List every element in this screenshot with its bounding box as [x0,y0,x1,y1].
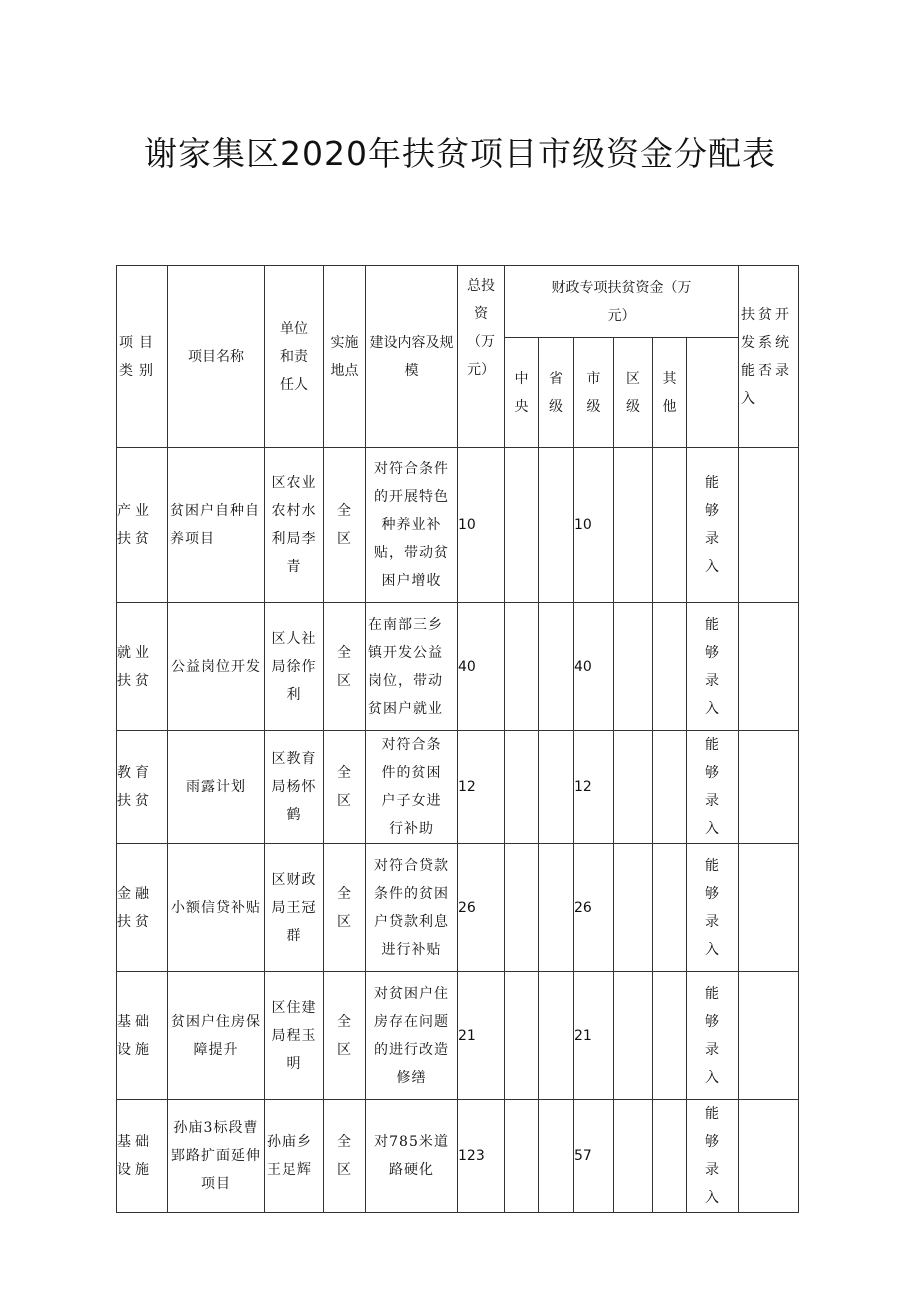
cell-unit: 区人社局徐作利 [265,603,324,731]
cell-province [539,844,574,972]
cell-category: 就业扶贫 [117,603,168,731]
cell-district [614,844,653,972]
cell-province [539,603,574,731]
cell-content: 对符合贷款条件的贫困户贷款利息进行补贴 [366,844,458,972]
header-total: 总投资（万元） [458,266,505,448]
cell-remark [739,972,799,1100]
header-other: 其他 [653,338,687,448]
cell-total: 123 [458,1100,505,1213]
header-district: 区级 [614,338,653,448]
cell-remark [739,844,799,972]
cell-remark [739,731,799,844]
cell-system: 能够录入 [687,1100,739,1213]
cell-central [505,972,539,1100]
table-row [117,603,799,731]
cell-name: 公益岗位开发 [168,603,265,731]
cell-name: 雨露计划 [168,731,265,844]
table-row [117,731,799,844]
cell-district [614,448,653,603]
cell-central [505,448,539,603]
table-row [117,972,799,1100]
cell-name: 孙庙3标段曹郢路扩面延伸项目 [168,1100,265,1213]
cell-district [614,731,653,844]
cell-other [653,448,687,603]
header-city: 市级 [574,338,614,448]
cell-province [539,1100,574,1213]
cell-system: 能够录入 [687,603,739,731]
cell-location: 全区 [324,603,366,731]
cell-remark [739,603,799,731]
cell-city: 40 [574,603,614,731]
cell-unit: 区财政局王冠群 [265,844,324,972]
allocation-table [116,265,799,1213]
cell-city: 26 [574,844,614,972]
cell-district [614,1100,653,1213]
header-category: 项目类别 [117,266,168,448]
cell-location: 全区 [324,972,366,1100]
cell-province [539,972,574,1100]
cell-category: 产业扶贫 [117,448,168,603]
cell-system: 能够录入 [687,972,739,1100]
page-title: 谢家集区2020年扶贫项目市级资金分配表 [144,134,776,173]
cell-city: 12 [574,731,614,844]
cell-unit: 区住建局程玉明 [265,972,324,1100]
cell-remark [739,1100,799,1213]
cell-other [653,972,687,1100]
cell-remark [739,448,799,603]
cell-location: 全区 [324,1100,366,1213]
cell-location: 全区 [324,731,366,844]
cell-other [653,844,687,972]
header-system: 扶贫开发系统能否录入 [739,266,799,448]
cell-content: 对符合条件的开展特色种养业补贴，带动贫困户增收 [366,448,458,603]
cell-location: 全区 [324,448,366,603]
cell-total: 40 [458,603,505,731]
cell-district [614,603,653,731]
header-central: 中央 [505,338,539,448]
header-location: 实施地点 [324,266,366,448]
cell-other [653,1100,687,1213]
cell-central [505,731,539,844]
cell-name: 小额信贷补贴 [168,844,265,972]
table-row [117,1100,799,1213]
cell-system: 能够录入 [687,731,739,844]
cell-system: 能够录入 [687,844,739,972]
cell-unit: 区农业农村水利局李青 [265,448,324,603]
cell-district [614,972,653,1100]
cell-central [505,1100,539,1213]
cell-unit: 区教育局杨怀鹤 [265,731,324,844]
cell-central [505,844,539,972]
cell-content: 对贫困户住房存在问题的进行改造修缮 [366,972,458,1100]
cell-province [539,448,574,603]
cell-city: 21 [574,972,614,1100]
header-unit: 单位和责任人 [265,266,324,448]
cell-total: 12 [458,731,505,844]
cell-location: 全区 [324,844,366,972]
header-content: 建设内容及规模 [366,266,458,448]
cell-total: 26 [458,844,505,972]
cell-category: 金融扶贫 [117,844,168,972]
cell-category: 基础设施 [117,1100,168,1213]
cell-system: 能够录入 [687,448,739,603]
cell-province [539,731,574,844]
header-name: 项目名称 [168,266,265,448]
cell-central [505,603,539,731]
cell-other [653,603,687,731]
cell-content: 在南部三乡镇开发公益岗位，带动贫困户就业 [366,603,458,731]
cell-content: 对785米道路硬化 [366,1100,458,1213]
cell-category: 基础设施 [117,972,168,1100]
cell-total: 10 [458,448,505,603]
cell-city: 57 [574,1100,614,1213]
table-row [117,448,799,603]
header-province: 省级 [539,338,574,448]
header-funds-group: 财政专项扶贫资金（万元） [505,266,739,338]
table-row [117,844,799,972]
cell-total: 21 [458,972,505,1100]
cell-unit: 孙庙乡王足辉 [265,1100,324,1213]
cell-category: 教育扶贫 [117,731,168,844]
cell-name: 贫困户住房保障提升 [168,972,265,1100]
header-row-1 [117,266,799,338]
cell-other [653,731,687,844]
cell-content: 对符合条件的贫困户子女进行补助 [366,731,458,844]
cell-name: 贫困户自种自养项目 [168,448,265,603]
cell-city: 10 [574,448,614,603]
